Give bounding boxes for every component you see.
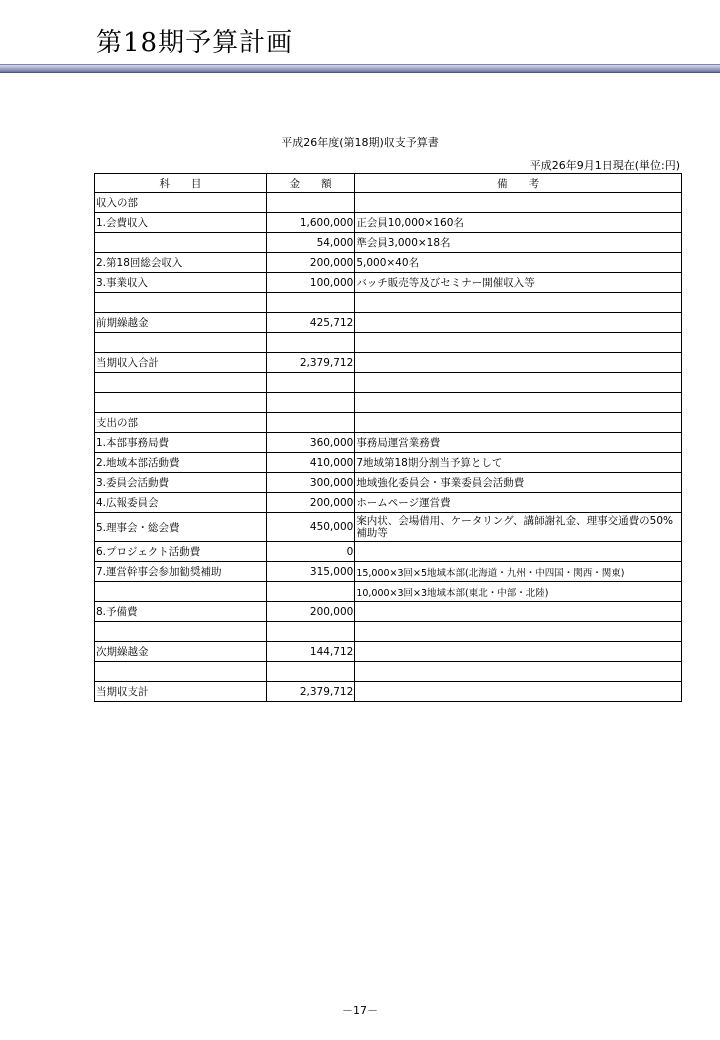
row-item-cell: 2.第18回総会収入 [95,253,267,273]
row-note-cell [355,373,682,393]
document-heading: 平成26年度(第18期)収支予算書 [281,136,439,149]
table-row [95,493,682,513]
budget-table [94,173,682,702]
row-note-cell [355,393,682,413]
row-note-cell [355,642,682,662]
table-row [95,413,682,433]
table-row [95,642,682,662]
table-row [95,393,682,413]
row-item-cell [95,373,267,393]
row-item-cell: 当期収支計 [95,682,267,702]
row-item-cell: 5.理事会・総会費 [95,513,267,542]
row-item-cell: 3.事業収入 [95,273,267,293]
table-row [95,562,682,582]
table-row [95,513,682,542]
table-row [95,253,682,273]
row-item-cell: 6.プロジェクト活動費 [95,542,267,562]
table-row [95,682,682,702]
row-amount-cell: 300,000 [266,473,354,493]
page-title: 第18期予算計画 [96,28,294,58]
table-row [95,582,682,602]
row-item-cell: 当期収入合計 [95,353,267,373]
table-row [95,453,682,473]
table-row [95,542,682,562]
row-amount-cell: 2,379,712 [266,682,354,702]
row-amount-cell [266,662,354,682]
row-item-cell [95,622,267,642]
document-date: 平成26年9月1日現在(単位:円) [529,159,680,172]
header-note: 備 考 [355,174,682,193]
row-item-cell: 2.地域本部活動費 [95,453,267,473]
row-amount-cell: 315,000 [266,562,354,582]
row-item-cell: 4.広報委員会 [95,493,267,513]
row-note-cell [355,542,682,562]
row-amount-cell: 0 [266,542,354,562]
row-note-cell [355,293,682,313]
row-amount-cell [266,622,354,642]
table-row [95,473,682,493]
row-amount-cell: 54,000 [266,233,354,253]
row-item-cell [95,293,267,313]
row-item-cell: 1.会費収入 [95,213,267,233]
row-item-cell: 収入の部 [95,193,267,213]
header-amount: 金 額 [266,174,354,193]
row-item-cell [95,582,267,602]
table-header-row [95,174,682,193]
table-row [95,313,682,333]
row-note-cell: 7地域第18期分割当予算として [355,453,682,473]
row-amount-cell: 1,600,000 [266,213,354,233]
row-amount-cell: 200,000 [266,253,354,273]
row-amount-cell: 144,712 [266,642,354,662]
row-note-cell: 事務局運営業務費 [355,433,682,453]
row-note-cell: 案内状、会場借用、ケータリング、講師謝礼金、理事交通費の50%補助等 [355,513,682,542]
row-amount-cell [266,373,354,393]
row-note-cell [355,622,682,642]
row-note-cell: 10,000×3回×3地域本部(東北・中部・北陸) [355,582,682,602]
row-amount-cell [266,582,354,602]
row-note-cell [355,413,682,433]
table-row [95,622,682,642]
row-note-cell [355,193,682,213]
row-item-cell: 前期繰越金 [95,313,267,333]
row-item-cell [95,233,267,253]
table-row [95,273,682,293]
table-row [95,373,682,393]
row-item-cell: 7.運営幹事会参加勧奨補助 [95,562,267,582]
row-item-cell: 支出の部 [95,413,267,433]
table-row [95,662,682,682]
row-amount-cell [266,193,354,213]
row-note-cell [355,682,682,702]
row-amount-cell: 100,000 [266,273,354,293]
row-amount-cell: 425,712 [266,313,354,333]
table-row [95,433,682,453]
row-note-cell [355,662,682,682]
budget-table-body [95,193,682,702]
table-row [95,353,682,373]
table-row [95,602,682,622]
row-note-cell [355,602,682,622]
row-amount-cell: 360,000 [266,433,354,453]
row-note-cell: 正会員10,000×160名 [355,213,682,233]
row-amount-cell: 200,000 [266,602,354,622]
row-item-cell: 次期繰越金 [95,642,267,662]
row-item-cell: 1.本部事務局費 [95,433,267,453]
table-row [95,333,682,353]
row-amount-cell [266,393,354,413]
row-note-cell: 5,000×40名 [355,253,682,273]
row-amount-cell: 2,379,712 [266,353,354,373]
table-row [95,213,682,233]
row-note-cell [355,333,682,353]
table-row [95,193,682,213]
row-item-cell: 3.委員会活動費 [95,473,267,493]
page-number: －17－ [342,1004,378,1017]
row-note-cell [355,353,682,373]
row-amount-cell [266,413,354,433]
title-underline-bar [0,64,720,73]
row-item-cell [95,662,267,682]
row-item-cell: 8.予備費 [95,602,267,622]
row-item-cell [95,333,267,353]
row-note-cell [355,313,682,333]
table-row [95,233,682,253]
header-item: 科 目 [95,174,267,193]
row-note-cell: 15,000×3回×5地域本部(北海道・九州・中四国・関西・関東) [355,562,682,582]
row-note-cell: 準会員3,000×18名 [355,233,682,253]
row-item-cell [95,393,267,413]
row-amount-cell [266,333,354,353]
row-amount-cell [266,293,354,313]
row-amount-cell: 410,000 [266,453,354,473]
table-row [95,293,682,313]
row-note-cell: ホームページ運営費 [355,493,682,513]
row-amount-cell: 200,000 [266,493,354,513]
row-note-cell: 地域強化委員会・事業委員会活動費 [355,473,682,493]
row-note-cell: バッチ販売等及びセミナー開催収入等 [355,273,682,293]
row-amount-cell: 450,000 [266,513,354,542]
